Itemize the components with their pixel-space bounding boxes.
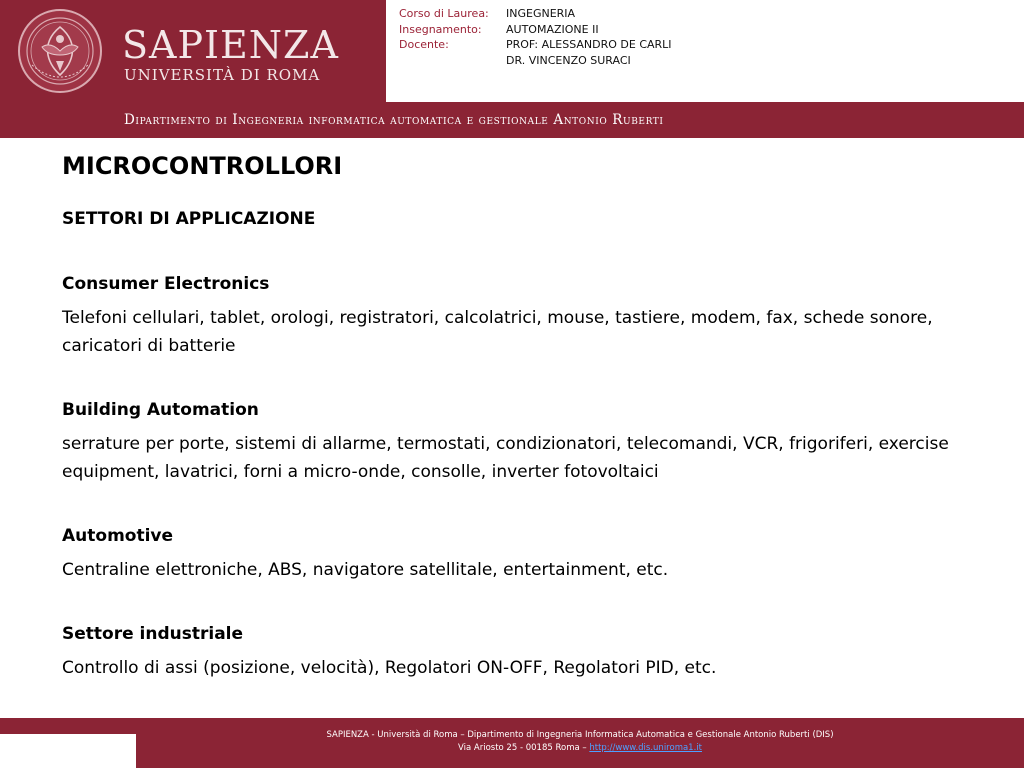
info-row-teacher-2 xyxy=(399,53,672,69)
footer-website-link[interactable]: http://www.dis.uniroma1.it xyxy=(589,743,702,753)
info-value: PROF: ALESSANDRO DE CARLI xyxy=(506,38,672,51)
info-row-course xyxy=(399,6,672,22)
info-value: AUTOMAZIONE II xyxy=(506,22,599,36)
section-heading-automotive: Automotive xyxy=(62,526,174,546)
info-value: DR. VINCENZO SURACI xyxy=(506,53,631,67)
section-heading-industrial: Settore industriale xyxy=(62,624,244,644)
university-subtitle: UNIVERSITÀ DI ROMA xyxy=(124,66,321,84)
section-heading-building: Building Automation xyxy=(62,400,259,420)
slide-subtitle: SETTORI DI APPLICAZIONE xyxy=(62,209,316,229)
section-text-automotive: Centraline elettroniche, ABS, navigatore satellitale, entertainment, etc. xyxy=(62,560,669,580)
sapienza-seal-icon xyxy=(18,9,102,93)
info-row-teacher xyxy=(399,37,672,53)
section-text-building: serrature per porte, sistemi di allarme, termostati, condizionatori, telecomandi, VCR, frigoriferi, exercise equipment, lavatrici, forni a micro-onde, consolle, inverter fotovoltaici xyxy=(62,434,949,482)
brand-header xyxy=(0,0,386,102)
course-info xyxy=(399,6,672,68)
slide-title: MICROCONTROLLORI xyxy=(62,152,343,180)
section-text-consumer: Telefoni cellulari, tablet, orologi, registratori, calcolatrici, mouse, tastiere, modem, fax, schede sonore, caricatori di batterie xyxy=(62,308,933,356)
info-label: Corso di Laurea: xyxy=(399,7,489,20)
footer-line-2 xyxy=(136,742,1024,755)
info-value: INGEGNERIA xyxy=(506,7,576,20)
university-name: SAPIENZA xyxy=(122,23,339,67)
footer-address: Via Ariosto 25 - 00185 Roma – xyxy=(458,743,590,753)
section-heading-consumer: Consumer Electronics xyxy=(62,274,270,294)
section-text-industrial: Controllo di assi (posizione, velocità), Regolatori ON-OFF, Regolatori PID, etc. xyxy=(62,658,717,678)
info-row-subject xyxy=(399,22,672,38)
footer-bar xyxy=(136,718,1024,768)
footer-line-1: SAPIENZA - Università di Roma – Dipartimento di Ingegneria Informatica Automatica e Gestionale Antonio Ruberti (DIS) xyxy=(326,730,834,740)
department-bar xyxy=(0,102,1024,138)
footer-text xyxy=(136,729,1024,755)
department-name: Dipartimento di Ingegneria informatica automatica e gestionale Antonio Ruberti xyxy=(124,112,664,128)
info-label: Insegnamento: xyxy=(399,22,482,36)
info-label xyxy=(399,53,506,69)
footer-accent xyxy=(0,718,136,734)
info-label: Docente: xyxy=(399,38,449,51)
